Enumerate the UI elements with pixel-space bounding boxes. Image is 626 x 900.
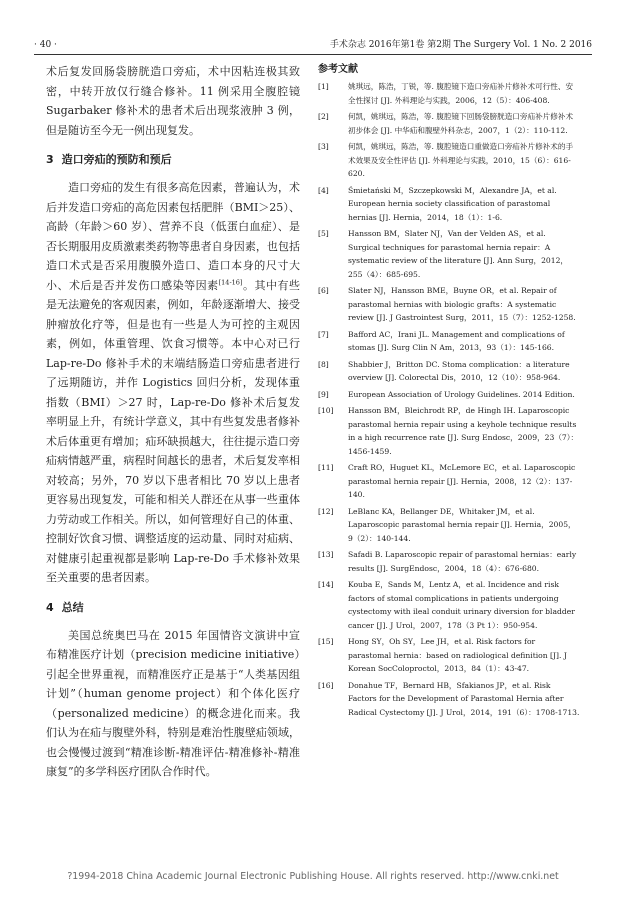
reference-item <box>318 578 580 632</box>
reference-item <box>318 227 580 281</box>
section-heading <box>46 600 300 616</box>
reference-text: Hansson BM，Slater NJ，Van der Velden AS，et al. Surgical techniques for parastomal hernia repair：A systematic review of the literature [J]. Ann Surg，2012，255（4）：685-695. <box>348 229 569 279</box>
reference-item <box>318 505 580 546</box>
reference-item <box>318 461 580 502</box>
reference-text: LeBlanc KA，Bellanger DE，Whitaker JM，et al. Laparoscopic parastomal hernia repair [J]. Hernia，2005，9（2）：140-144. <box>348 506 576 543</box>
reference-text: Safadi B. Laparoscopic repair of parastomal hernias：early results [J]. SurgEndosc，2004，18（4）：676-680. <box>348 550 577 573</box>
reference-index: [7] <box>318 329 329 339</box>
references-column <box>318 62 580 722</box>
body-paragraph: 术后复发回肠袋膀胱造口旁疝，术中因粘连极其致密，中转开放仅行缝合修补。11 例采用全腹腔镜 Sugarbaker 修补术的患者术后出现浆液肿 3 例，但是随访至今无一例出现复发。 <box>46 65 300 137</box>
reference-item <box>318 635 580 676</box>
page-number: · 40 · <box>34 40 57 50</box>
reference-text: Shabbier J，Britton DC. Stoma complication：a literature overview [J]. Colorectal Dis，2010，12（10）：958-964. <box>348 359 570 382</box>
reference-index: [4] <box>318 185 329 195</box>
reference-item <box>318 184 580 225</box>
reference-index: [6] <box>318 286 329 295</box>
reference-index: [1] <box>318 82 329 91</box>
reference-text: Craft RO，Huguet KL，McLemore EC，et al. Laparoscopic parastomal hernia repair [J]. Hernia，2008，12（2）：137-140. <box>348 463 576 499</box>
reference-item <box>318 679 580 720</box>
reference-item <box>318 404 580 458</box>
reference-text: 何凯，姚琪远，陈浩，等. 腹腔镜下回肠袋膀胱造口旁疝补片修补术初步体会 [J]. 中华疝和腹壁外科杂志，2007，1（2）：110-112. <box>348 112 574 135</box>
body-paragraph <box>46 178 300 588</box>
reference-index: [9] <box>318 389 329 399</box>
reference-text: Slater NJ，Hansson BME，Buyne OR，et al. Repair of parastomal hernias with biologic grafts：A systematic review [J]. J Gastrointest Surg，2011，15（7）：1252-1258. <box>348 286 576 322</box>
reference-item <box>318 328 580 355</box>
reference-item <box>318 110 580 137</box>
section-title: 造口旁疝的预防和预后 <box>61 153 172 166</box>
section-number: 3 <box>46 153 54 166</box>
reference-text: 何凯，姚琪远，陈浩，等. 腹腔镜造口重做造口旁疝补片修补术的手术效果及安全性评估 [J]. 外科理论与实践，2010，15（6）：616-620. <box>348 142 574 178</box>
body-paragraph: 美国总统奥巴马在 2015 年国情咨文演讲中宣布精准医疗计划（precision medicine initiative）引起全世界重视，而精准医疗正是基于“人类基因组计划”（human genome project）和个体化医疗（personalized medicine）的概念进化而来。我们认为在疝与腹壁外科，特别是难治性腹壁疝领域，也会慢慢过渡到“精准诊断-精准评估-精准修补-精准康复”的多学科医疗团队合作时代。 <box>46 628 300 778</box>
reference-index: [12] <box>318 506 334 516</box>
reference-item <box>318 140 580 181</box>
reference-text: Donahue TF，Bernard HB，Sfakianos JP，et al. Risk Factors for the Development of Parastomal Hernia after Radical Cystectomy [J]. J Urol，2014，191（6）：1708-1713. <box>348 680 580 717</box>
reference-text: Śmietański M，Szczepkowski M，Alexandre JA，et al. European hernia society classification of parastomal hernias [J]. Hernia，2014，18（1）：1-6. <box>348 185 557 222</box>
reference-text: 姚琪远，陈浩，丁锐，等. 腹腔镜下造口旁疝补片修补术可行性、安全性探讨 [J]. 外科理论与实践，2006，12（5）：406-408. <box>348 82 574 105</box>
references-heading: 参考文献 <box>318 64 358 75</box>
reference-item <box>318 284 580 325</box>
reference-index: [8] <box>318 359 329 369</box>
reference-index: [15] <box>318 637 334 646</box>
section-number: 4 <box>46 600 54 614</box>
running-header <box>34 38 592 55</box>
reference-index: [11] <box>318 463 334 472</box>
left-column <box>46 62 300 782</box>
reference-index: [5] <box>318 229 329 238</box>
reference-text: Kouba E，Sands M，Lentz A，et al. Incidence and risk factors of stomal complications in patients undergoing cystectomy with ileal conduit urinary diversion for bladder cancer [J]. J Urol，2007，178（3 Pt 1）：950-954. <box>348 580 575 630</box>
reference-list <box>318 80 580 719</box>
reference-text: Hong SY，Oh SY，Lee JH，et al. Risk factors for parastomal hernia：based on radiological definition [J]. J Korean SocColoproctol，2013，84（1）：43-47. <box>348 637 567 673</box>
reference-item <box>318 358 580 385</box>
reference-index: [16] <box>318 680 334 690</box>
reference-index: [3] <box>318 142 329 151</box>
reference-item <box>318 80 580 107</box>
citation-marker[interactable]: [14-16] <box>218 277 243 286</box>
reference-text: Bafford AC，Irani JL. Management and complications of stomas [J]. Surg Clin N Am，2013，93（1）：145-166. <box>348 329 565 352</box>
reference-item <box>318 388 580 402</box>
reference-index: [14] <box>318 580 334 589</box>
reference-item <box>318 548 580 575</box>
section-title: 总结 <box>61 600 84 614</box>
reference-text: Hansson BM，Bleichrodt RP，de Hingh IH. Laparoscopic parastomal hernia repair using a keyhole technique results in a high recurrence rate [J]. Surg Endosc，2009，23（7）：1456-1459. <box>348 406 579 456</box>
section-heading <box>46 152 300 168</box>
paragraph-text: 造口旁疝的发生有很多高危因素，普遍认为，术后并发造口旁疝的高危因素包括肥胖（BMI＞25）、高龄（年龄＞60 岁）、营养不良（低蛋白血症）、是否长期服用皮质激素类药物等患者自身因素，也包括造口术式是否采用腹膜外造口、造口本身的尺寸大小、术后是否并发伤口感染等因素 <box>46 181 300 292</box>
reference-index: [13] <box>318 550 334 559</box>
reference-index: [10] <box>318 406 334 415</box>
journal-citation: 手术杂志 2016年第1卷 第2期 The Surgery Vol. 1 No. 2 2016 <box>329 40 592 50</box>
copyright-footer: ?1994-2018 China Academic Journal Electronic Publishing House. All rights reserved. http://www.cnki.net <box>67 871 559 882</box>
reference-index: [2] <box>318 112 329 121</box>
reference-text: European Association of Urology Guidelines. 2014 Edition. <box>348 389 575 399</box>
paragraph-text: 。其中有些是无法避免的客观因素，例如，年龄逐渐增大、接受肿瘤放化疗等，但是也有一些是人为可控的主观因素，例如，体重管理、饮食习惯等。本中心对已行 Lap-re-Do 修补手术的末端结肠造口旁疝患者进行了远期随访，并作 Logistics 回归分析，发现体重指数（BMI）＞27 时，Lap-re-Do 修补术后复发率明显上升，有统计学意义，其中有些复发患者修补术后体重更有增加；疝环缺损越大，往往提示造口旁疝病情越严重，病程时间越长的患者，术后复发率相对较高；另外，70 岁以下患者相比 70 岁以上患者更容易出现复发，可能和相关人群还在从事一些重体力劳动或工作相关。所以，如何管理好自己的体重、控制好饮食习惯、调整适度的运动量、同时对疝病、对健康引起重视都是影响 Lap-re-Do 手术修补效果至关重要的患者因素。 <box>46 278 300 584</box>
